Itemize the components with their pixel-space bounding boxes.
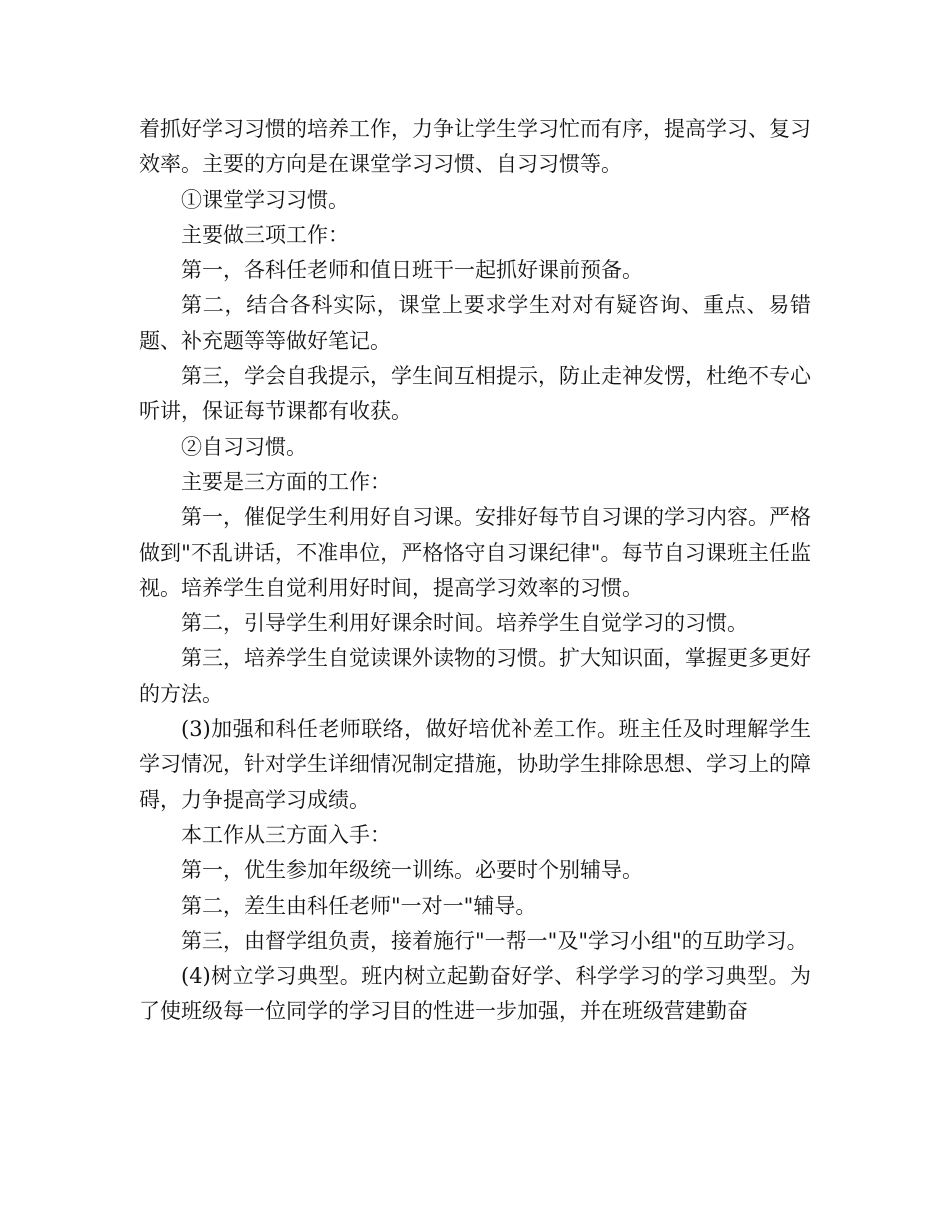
paragraph-14: 第一，优生参加年级统一训练。必要时个别辅导。 (181, 858, 643, 883)
paragraph-4: 第一，各科任老师和值日班干一起抓好课前预备。 (181, 258, 643, 283)
document-body (139, 112, 811, 1030)
paragraph-6: 第三，学会自我提示，学生间互相提示，防止走神发愣，杜绝不专心听讲，保证每节课都有收获。 (139, 364, 811, 424)
paragraph-8: 主要是三方面的工作： (181, 469, 391, 494)
paragraph-16: 第三，由督学组负责，接着施行"一帮一"及"学习小组"的互助学习。 (181, 928, 808, 953)
paragraph-17: (4)树立学习典型。班内树立起勤奋好学、科学学习的学习典型。为了使班级每一位同学的学习目的性进一步加强，并在班级营建勤奋 (139, 964, 811, 1024)
paragraph-15: 第二，差生由科任老师"一对一"辅导。 (181, 893, 537, 918)
paragraph-10: 第二，引导学生利用好课余时间。培养学生自觉学习的习惯。 (181, 611, 748, 636)
paragraph-7: ②自习习惯。 (181, 434, 307, 459)
paragraph-2: ①课堂学习习惯。 (181, 187, 349, 212)
paragraph-12: (3)加强和科任老师联络，做好培优补差工作。班主任及时理解学生学习情况，针对学生详细情况制定措施，协助学生排除思想、学习上的障碍，力争提高学习成绩。 (139, 717, 811, 812)
paragraph-9: 第一，催促学生利用好自习课。安排好每节自习课的学习内容。严格做到"不乱讲话，不准串位，严格恪守自习课纪律"。每节自习课班主任监视。培养学生自觉利用好时间，提高学习效率的习惯。 (139, 505, 811, 600)
paragraph-11: 第三，培养学生自觉读课外读物的习惯。扩大知识面，掌握更多更好的方法。 (139, 646, 811, 706)
paragraph-1: 着抓好学习习惯的培养工作，力争让学生学习忙而有序，提高学习、复习效率。主要的方向是在课堂学习习惯、自习习惯等。 (139, 117, 811, 177)
paragraph-5: 第二，结合各科实际，课堂上要求学生对对有疑咨询、重点、易错题、补充题等等做好笔记。 (139, 293, 811, 353)
paragraph-13: 本工作从三方面入手： (181, 822, 391, 847)
paragraph-3: 主要做三项工作： (181, 222, 349, 247)
